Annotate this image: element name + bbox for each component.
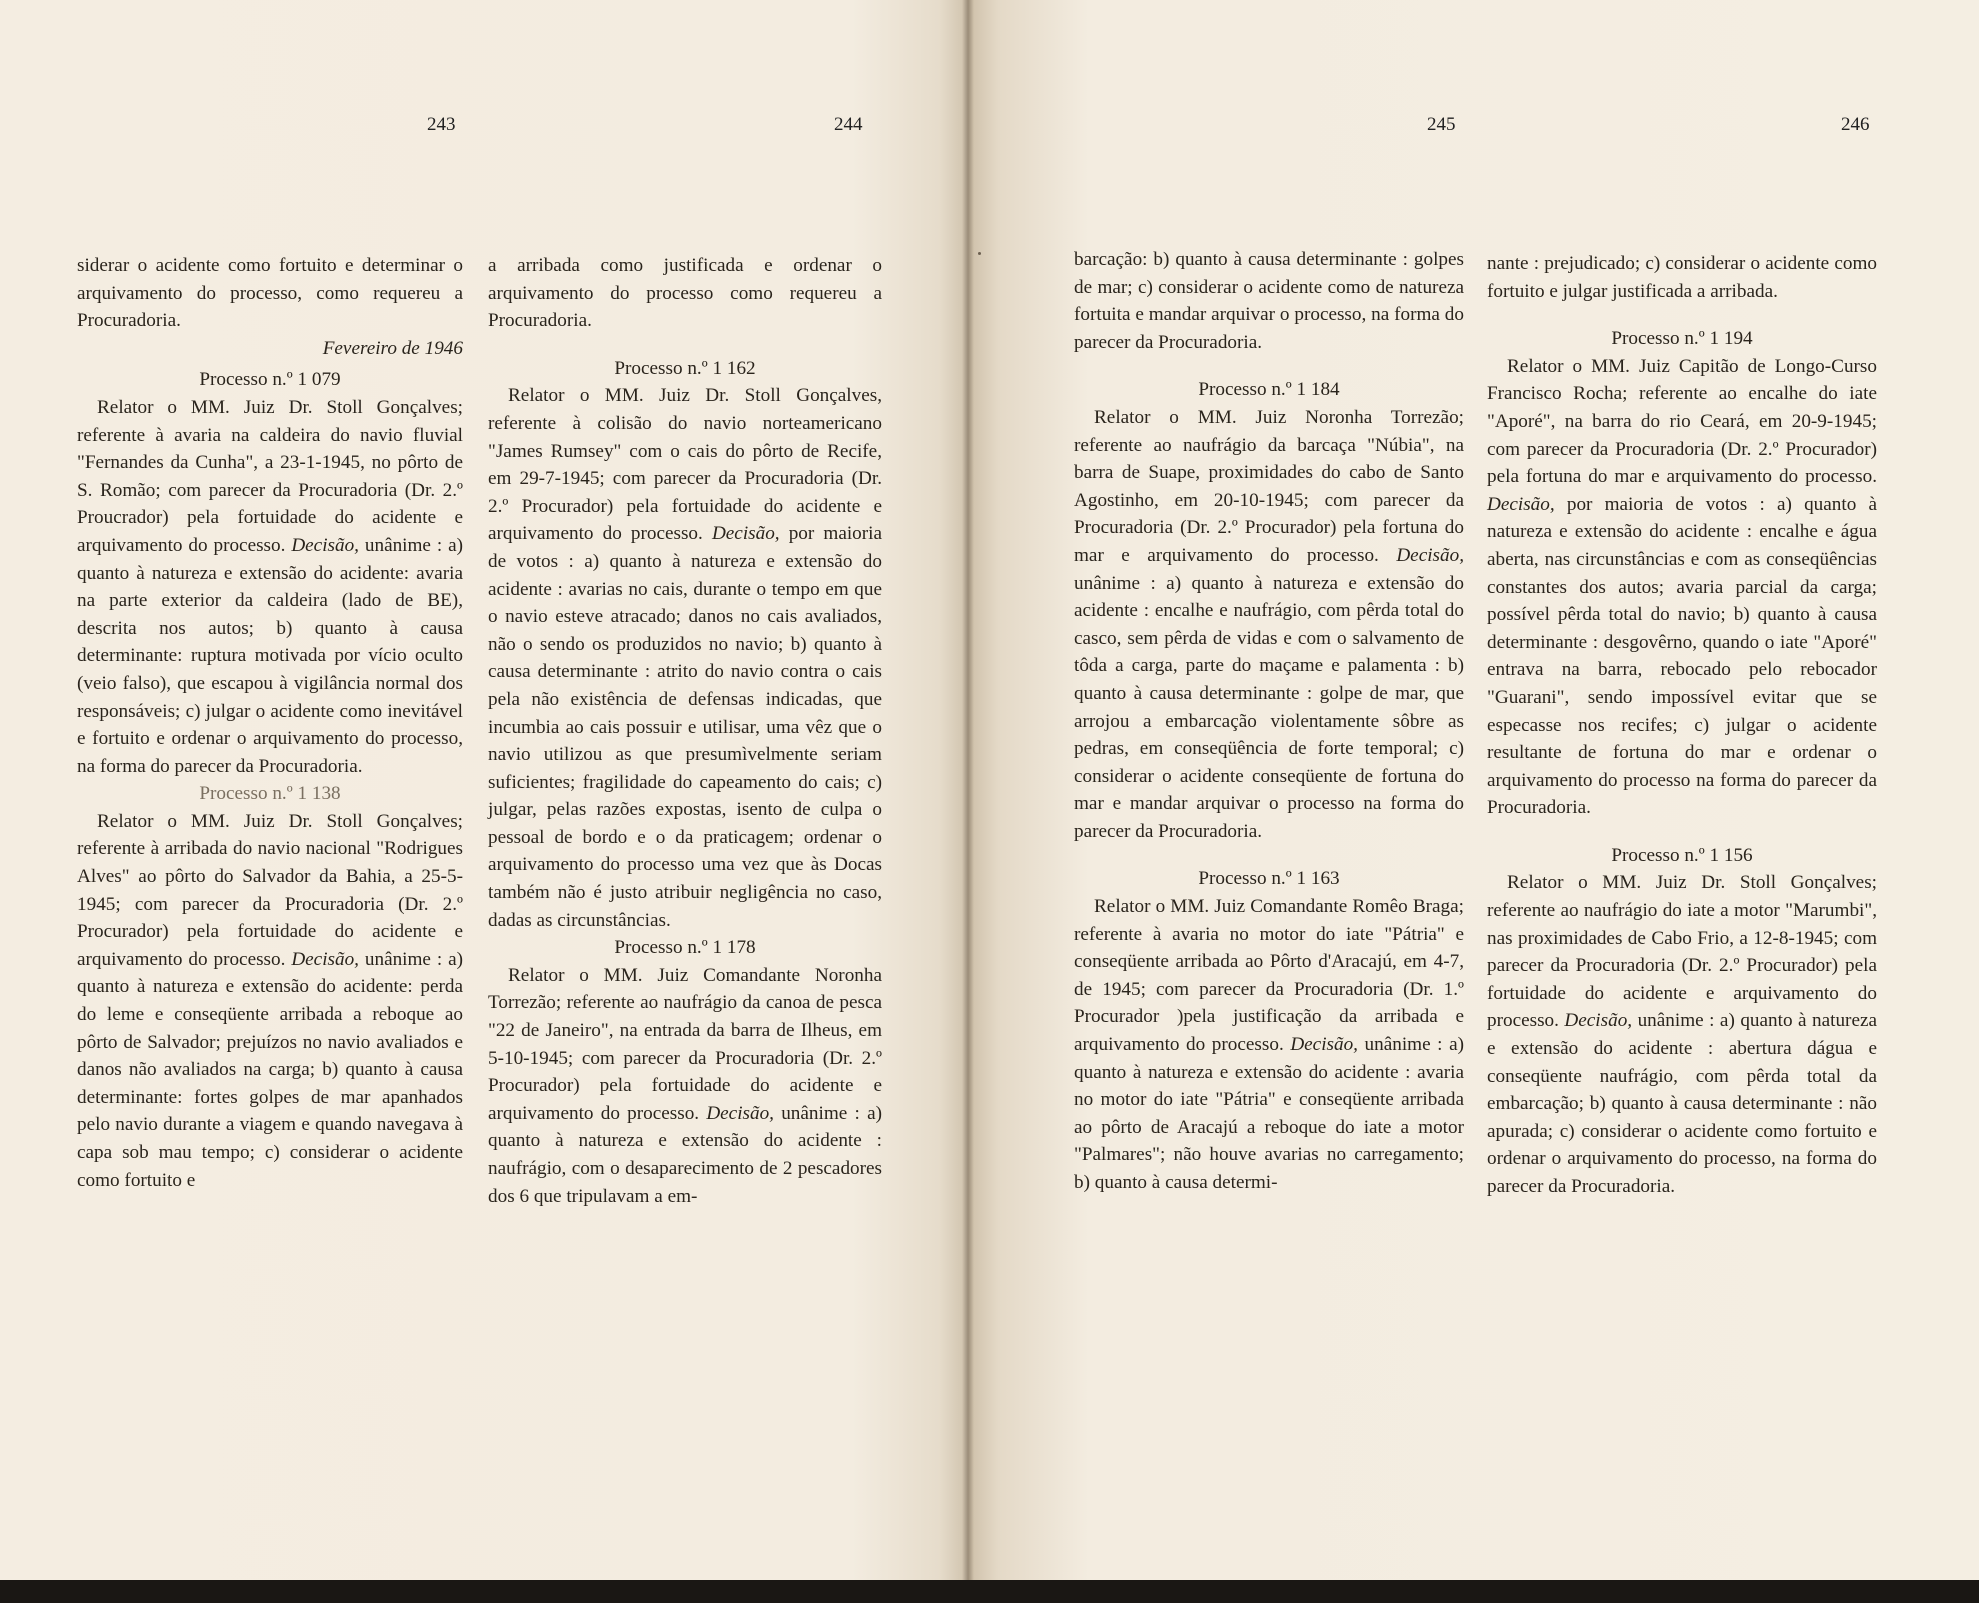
process-heading: Processo n.º 1 079 <box>199 369 341 391</box>
column-page-243 <box>77 252 463 1194</box>
page-number-244: 244 <box>834 114 863 135</box>
paragraph-continuation: siderar o acidente como fortuito e determinar o arquivamento do processo, como requereu a Procuradoria. <box>77 255 463 332</box>
column-page-245 <box>1074 246 1464 1197</box>
scan-background <box>0 1580 1979 1603</box>
page-number-246: 246 <box>1841 114 1870 135</box>
left-leaf <box>0 0 968 1580</box>
section-date: Fevereiro de 1946 <box>322 337 463 359</box>
paragraph-continuation: barcação: b) quanto à causa determinante : golpes de mar; c) considerar o acidente como de natureza fortuita e mandar arquivar o processo, na forma do parecer da Procuradoria. <box>1074 249 1464 353</box>
column-page-244 <box>488 252 882 1210</box>
page-number-245: 245 <box>1427 114 1456 135</box>
paragraph-continuation: a arribada como justificada e ordenar o arquivamento do processo como requereu a Procuradoria. <box>488 255 882 332</box>
process-heading: Processo n.º 1 156 <box>1611 844 1753 866</box>
process-paragraph: Relator o MM. Juiz Capitão de Longo-Curso Francisco Rocha; referente ao encalhe do iate "Aporé", na barra do rio Ceará, em 20-9-1945; com parecer da Procuradoria (Dr. 2.º Procurador) pela fortuna do mar e arquivamento do processo. Decisão, por maioria de votos : a) quanto à natureza e extensão do acidente : encalhe e água aberta, nas circunstâncias e com as conseqüências constantes dos autos; avaria parcial da carga; possível pêrda total do navio; b) quanto à causa determinante : desgovêrno, quando o iate "Aporé" entrava na barra, rebocado pelo rebocador "Guarani", sendo impossível evitar que se especasse nos recifes; c) julgar o acidente resultante de fortuna do mar e ordenar o arquivamento do processo na forma do parecer da Procuradoria. <box>1487 355 1877 819</box>
process-paragraph: Relator o MM. Juiz Dr. Stoll Gonçalves; referente ao naufrágio do iate a motor "Marumbi", nas proximidades de Cabo Frio, a 12-8-1945; com parecer da Procuradoria (Dr. 2.º Procurador) pela fortuidade do acidente e arquivamento do processo. Decisão, unânime : a) quanto à natureza e extensão do acidente : abertura dágua e conseqüente naufrágio, com pêrda total da embarcação; b) quanto à causa determinante : não apurada; c) considerar o acidente como fortuito e ordenar o arquivamento do processo, na forma do parecer da Procuradoria. <box>1487 872 1877 1197</box>
process-heading: Processo n.º 1 138 <box>199 783 341 805</box>
process-paragraph: Relator o MM. Juiz Dr. Stoll Gonçalves; referente à avaria na caldeira do navio fluvial "Fernandes da Cunha", a 23-1-1945, no pôrto de S. Romão; com parecer da Procuradoria (Dr. 2.º Proucrador) pela fortuidade do acidente e arquivamento do processo. Decisão, unânime : a) quanto à natureza e extensão do acidente: avaria na parte exterior da caldeira (lado de BE), descrita nos autos; b) quanto à causa determinante: ruptura motivada por vício oculto (veio falso), que escapou à vigilância normal dos responsáveis; c) julgar o acidente como inevitável e fortuito e ordenar o arquivamento do processo, na forma do parecer da Procuradoria. <box>77 396 463 777</box>
process-paragraph: Relator o MM. Juiz Comandante Romêo Braga; referente à avaria no motor do iate "Pátria" e conseqüente arribada ao Pôrto d'Aracajú, em 4-7, de 1945; com parecer da Procuradoria (Dr. 1.º Procurador )pela justificação da arribada e arquivamento do processo. Decisão, unânime : a) quanto à natureza e extensão do acidente : avaria no motor do iate "Pátria" e conseqüente arribada ao pôrto de Aracajú a reboque do iate a motor "Palmares"; não houve avarias no carregamento; b) quanto à causa determi- <box>1074 896 1464 1193</box>
paragraph-continuation: nante : prejudicado; c) considerar o acidente como fortuito e julgar justificada a arribada. <box>1487 253 1877 302</box>
process-heading: Processo n.º 1 194 <box>1611 328 1753 350</box>
process-heading: Processo n.º 1 178 <box>614 937 756 959</box>
process-paragraph: Relator o MM. Juiz Dr. Stoll Gonçalves, referente à colisão do navio norteamericano "James Rumsey" com o cais do pôrto de Recife, em 29-7-1945; com parecer da Procuradoria (Dr. 2.º Procurador) pela fortuidade do acidente e arquivamento do processo. Decisão, por maioria de votos : a) quanto à natureza e extensão do acidente : avarias no cais, durante o tempo em que o navio esteve atracado; danos no cais avaliados, não o sendo os produzidos no navio; b) quanto à causa determinante : atrito do navio contra o cais pela não existência de defensas indicadas, que incumbia ao cais possuir e utilisar, uma vêz que o navio utilizou as que presumìvelmente seriam suficientes; fragilidade do capeamento do cais; c) julgar, pelas razões expostas, isento de culpa o pessoal de bordo e o da praticagem; ordenar o arquivamento do processo uma vez que às Docas também não é justo atribuir negligência no caso, dadas as circunstâncias. <box>488 385 882 931</box>
process-paragraph: Relator o MM. Juiz Noronha Torrezão; referente ao naufrágio da barcaça "Núbia", na barra de Suape, proximidades do cabo de Santo Agostinho, em 20-10-1945; com parecer da Procuradoria (Dr. 2.º Procurador) pela fortuna do mar e arquivamento do processo. Decisão, unânime : a) quanto à natureza e extensão do acidente : encalhe e naufrágio, com pêrda total do casco, sem pêrda de vidas e com o salvamento de tôda a carga, parte do maçame e palamenta : b) quanto à causa determinante : golpe de mar, que arrojou a embarcação violentamente sôbre as pedras, em conseqüência de forte temporal; c) considerar o acidente conseqüente de fortuna do mar e mandar arquivar o processo na forma do parecer da Procuradoria. <box>1074 406 1464 842</box>
process-heading: Processo n.º 1 184 <box>1198 379 1340 401</box>
column-page-246 <box>1487 250 1877 1201</box>
process-heading: Processo n.º 1 163 <box>1198 868 1340 890</box>
process-paragraph: Relator o MM. Juiz Comandante Noronha Torrezão; referente ao naufrágio da canoa de pesca "22 de Janeiro", na entrada da barra de Ilheus, em 5-10-1945; com parecer da Procuradoria (Dr. 2.º Procurador) pela fortuidade do acidente e arquivamento do processo. Decisão, unânime : a) quanto à natureza e extensão do acidente : naufrágio, com o desaparecimento de 2 pescadores dos 6 que tripulavam a em- <box>488 964 882 1207</box>
paper-speck <box>978 252 981 255</box>
process-paragraph: Relator o MM. Juiz Dr. Stoll Gonçalves; referente à arribada do navio nacional "Rodrigues Alves" ao pôrto do Salvador da Bahia, a 25-5-1945; com parecer da Procuradoria (Dr. 2.º Procurador) pela fortuidade do acidente e arquivamento do processo. Decisão, unânime : a) quanto à natureza e extensão do acidente: perda do leme e conseqüente arribada a reboque ao pôrto de Salvador; prejuízos no navio avaliados e danos não avaliados na carga; b) quanto à causa determinante: fortes golpes de mar apanhados pelo navio durante a viagem e quando navegava à capa sob mau tempo; c) considerar o acidente como fortuito e <box>77 810 463 1191</box>
book-gutter <box>962 0 974 1580</box>
right-leaf <box>968 0 1979 1580</box>
process-heading: Processo n.º 1 162 <box>614 357 756 379</box>
page-number-243: 243 <box>427 114 456 135</box>
